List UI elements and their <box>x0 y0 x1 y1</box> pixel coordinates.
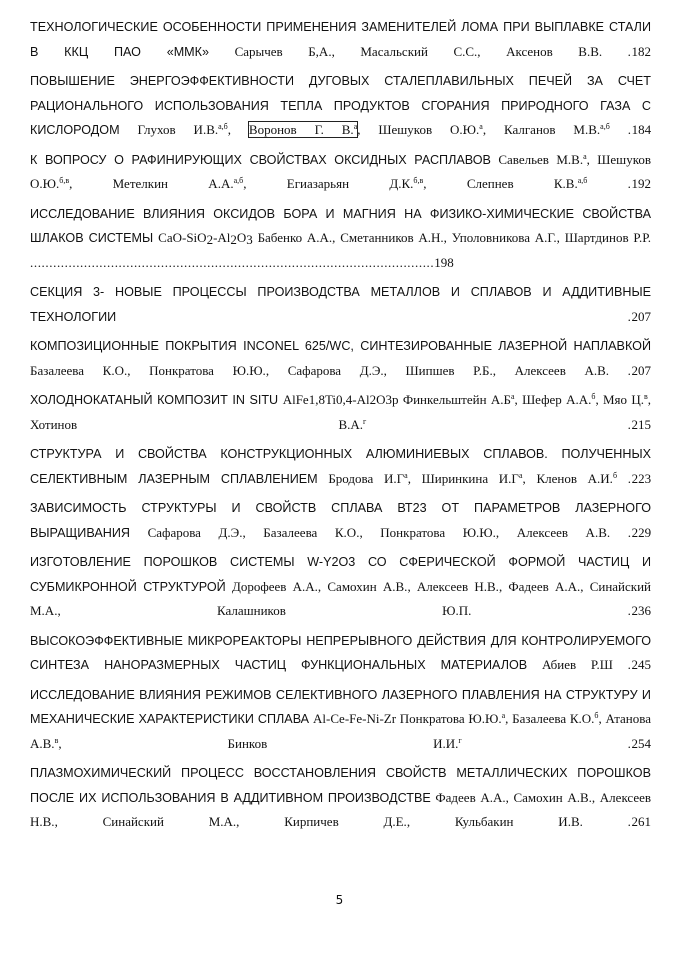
toc-entry: К ВОПРОСУ О РАФИНИРУЮЩИХ СВОЙСТВАХ ОКСИДНЫХ РАСПЛАВОВ Савельев М.В.$^а$, Шешуков О.Ю.$^{б,в}$, Метелкин А.А.$^{а,б}$, Егиазарьян Д.К.$^{б,в}$, Слепнев К.В.$^{а,б}$ .192 <box>30 151 652 191</box>
entry-title: СТРУКТУРА И СВОЙСТВА КОНСТРУКЦИОННЫХ АЛЮМИНИЕВЫХ СПЛАВОВ. ПОЛУЧЕННЫХ СЕЛЕКТИВНЫМ ЛАЗЕРНЫМ СПЛАВЛЕНИЕМ <box>30 447 651 486</box>
author-text: Фадеев А.А. <box>508 578 581 594</box>
entry-tail <box>628 44 651 59</box>
author-affiliation: б,в <box>413 176 424 185</box>
toc-entry: СТРУКТУРА И СВОЙСТВА КОНСТРУКЦИОННЫХ АЛЮМИНИЕВЫХ СПЛАВОВ. ПОЛУЧЕННЫХ СЕЛЕКТИВНЫМ ЛАЗЕРНЫМ СПЛАВЛЕНИЕМ Бродова $И.Г^а$, Ширинкина $И.Г^а$, Кленов А.И.$^б$ .223 <box>30 447 652 486</box>
author-text: Бинков И.И. <box>227 735 459 751</box>
author-name <box>148 525 243 540</box>
author-affiliation: а <box>510 392 515 401</box>
entry-page-number: 254 <box>631 735 651 751</box>
author-name <box>378 122 482 137</box>
author-text: Абиев Р.Ш <box>541 657 613 672</box>
page-number: 5 <box>335 893 344 907</box>
entry-title: К ВОПРОСУ О РАФИНИРУЮЩИХ СВОЙСТВАХ ОКСИДНЫХ РАСПЛАВОВ <box>30 152 491 167</box>
entry-tail <box>628 603 651 618</box>
author-text: Алексеев Н.В. <box>30 789 652 829</box>
author-text: Воронов Г. В. <box>248 122 354 137</box>
author-affiliation: б <box>591 392 596 401</box>
entry-tail <box>628 122 651 137</box>
author-text: Егиазарьян Д.К. <box>286 176 414 191</box>
title-subscript: 2 <box>206 232 214 247</box>
author-affiliation: а,б <box>218 122 228 131</box>
entry-page-number: 245 <box>631 657 651 672</box>
dot-leader: . <box>627 43 632 59</box>
author-name <box>138 122 228 137</box>
author-name <box>380 525 496 540</box>
entry-tail <box>628 736 651 751</box>
author-text: Фадеев А.А. <box>435 789 506 805</box>
author-name <box>603 392 648 407</box>
author-name <box>103 814 237 829</box>
author-name <box>504 122 610 137</box>
author-name <box>508 579 580 594</box>
author-name <box>506 44 602 59</box>
entry-title: -Al <box>213 230 231 245</box>
title-subscript: 2 <box>230 232 237 247</box>
author-text: Глухов И.В. <box>137 122 219 137</box>
author-name <box>515 363 609 378</box>
dot-leader: . <box>627 176 632 191</box>
toc-entry: ХОЛОДНОКАТАНЫЙ КОМПОЗИТ IN SITU AlFe1,8Ti0,4-Al2O3p Финкельштейн $А.Б^а$, Шефер А.А.$^б$, Мяо Ц.$^в$, Хотинов В.А.$^г$ .215 <box>30 392 652 432</box>
dot-leader: . <box>627 524 632 540</box>
author-name <box>327 579 407 594</box>
author-affiliation: в <box>54 735 59 745</box>
dot-leader: . <box>627 122 632 137</box>
entry-title: ПЛАЗМОХИМИЧЕСКИЙ ПРОЦЕСС ВОССТАНОВЛЕНИЯ СВОЙСТВ МЕТАЛЛИЧЕСКИХ ПОРОШКОВ ПОСЛЕ ИХ ИСПОЛЬЗОВАНИЯ В АДДИТИВНОМ ПРОИЗВОДСТВЕ <box>30 766 651 805</box>
entry-title: ХОЛОДНОКАТАНЫЙ КОМПОЗИТ IN SITU <box>30 393 283 407</box>
dot-leader: . <box>627 416 632 432</box>
entry-tail <box>628 176 651 191</box>
author-text: Дорофеев А.А. <box>231 578 318 594</box>
author-affiliation: б <box>594 711 599 720</box>
dot-leader: . <box>627 470 632 486</box>
author-affiliation: а,б <box>233 176 244 185</box>
entry-page-number: 236 <box>631 603 652 618</box>
author-affiliation: а <box>479 122 483 131</box>
toc-entry: ИССЛЕДОВАНИЕ ВЛИЯНИЯ РЕЖИМОВ СЕЛЕКТИВНОГО ЛАЗЕРНОГО ПЛАВЛЕНИЯ НА СТРУКТУРУ И МЕХАНИЧЕСКИЕ ХАРАКТЕРИСТИКИ СПЛАВА Al-Ce-Fe-Ni-Zr Понкратова Ю.Ю.$^а$, Базалеева К.О.$^б$, Атанова А.В.$^в$, Бинков И.И.$^г$ .254 <box>30 687 651 751</box>
entry-page-number: 261 <box>631 814 652 829</box>
author-name <box>232 579 318 594</box>
entry-tail <box>628 363 651 378</box>
author-text: Понкратова Ю.Ю. <box>399 711 502 726</box>
entry-tail <box>628 417 651 432</box>
author-text: Сафарова Д.Э. <box>287 362 384 378</box>
author-name <box>287 176 423 191</box>
author-text: Сарычев Б,А. <box>234 43 332 59</box>
author-text: Базалеева К.О. <box>263 524 360 540</box>
author-text: Калганов М.В. <box>503 122 601 137</box>
author-text: Сафарова Д.Э. <box>147 524 243 540</box>
author-name <box>512 711 598 726</box>
author-name <box>217 603 471 618</box>
author-text: Алексеев А.В. <box>514 362 610 378</box>
author-text: Метелкин А.А. <box>112 176 234 191</box>
author-text: Хотинов В.А. <box>30 416 364 432</box>
author-affiliation: а <box>583 151 587 161</box>
toc-entry <box>30 629 651 678</box>
author-affiliation: г <box>363 416 367 426</box>
author-text: Ширинкина И.Г <box>421 470 519 486</box>
entry-page-number: 198 <box>434 254 454 270</box>
author-name <box>235 44 332 59</box>
author-text: Кирпичев Д.Е. <box>284 814 407 829</box>
author-text: Шефер А.А. <box>522 392 592 407</box>
entry-tail <box>628 814 651 829</box>
author-name <box>30 363 127 378</box>
author-name <box>258 230 333 245</box>
author-name <box>435 790 505 805</box>
author-name <box>467 176 588 191</box>
entry-title: СЕКЦИЯ 3- НОВЫЕ ПРОЦЕССЫ ПРОИЗВОДСТВА МЕТАЛЛОВ И СПЛАВОВ И АДДИТИВНЫЕ ТЕХНОЛОГИИ <box>30 285 651 324</box>
author-text: Бродова И.Г <box>328 470 405 486</box>
entry-page-number: 215 <box>631 416 651 432</box>
author-text: Сметанников А.Н. <box>340 230 444 245</box>
author-name <box>417 579 499 594</box>
author-name <box>406 363 493 378</box>
author-text: Алексеев Н.В. <box>416 578 499 594</box>
author-name <box>498 152 586 167</box>
author-affiliation: а <box>353 122 358 131</box>
entry-page-number: 207 <box>631 362 652 378</box>
author-affiliation: б <box>612 470 618 480</box>
author-name <box>403 392 515 407</box>
author-text: Калашников Ю.П. <box>216 603 472 618</box>
author-text: Алексеев А.В. <box>516 524 611 540</box>
entry-tail <box>628 657 651 672</box>
toc-entry: ТЕХНОЛОГИЧЕСКИЕ ОСОБЕННОСТИ ПРИМЕНЕНИЯ ЗАМЕНИТЕЛЕЙ ЛОМА ПРИ ВЫПЛАВКЕ СТАЛИ В ККЦ ПАО «ММК» Сарычев Б,А., Масальский С.С., Аксенов В.В. .182 <box>30 20 652 59</box>
author-name <box>513 790 591 805</box>
author-text: Бабенко А.А. <box>257 230 333 245</box>
author-text: Шипшев Р.Б. <box>405 362 493 378</box>
entry-title: AlFe1,8Ti0,4-Al2O3p <box>282 392 399 407</box>
entry-tail <box>628 471 651 486</box>
author-name <box>542 657 613 672</box>
author-text: Финкельштейн А.Б <box>402 392 511 407</box>
entry-page-number: 207 <box>631 308 651 324</box>
entry-title: КОМПОЗИЦИОННЫЕ ПОКРЫТИЯ INCONEL 625/WC, СИНТЕЗИРОВАННЫЕ ЛАЗЕРНОЙ НАПЛАВКОЙ <box>30 339 651 353</box>
entry-title: ЗАВИСИМОСТЬ СТРУКТУРЫ И СВОЙСТВ СПЛАВА ВТ23 ОТ ПАРАМЕТРОВ ЛАЗЕРНОГО ВЫРАЩИВАНИЯ <box>30 501 651 540</box>
author-name <box>263 525 359 540</box>
author-text: Самохин А.В. <box>327 578 408 594</box>
author-text: Кульбакин И.В. <box>454 814 583 829</box>
title-subscript: 3 <box>246 232 253 247</box>
author-affiliation: а <box>518 470 523 480</box>
toc-entry: ИССЛЕДОВАНИЕ ВЛИЯНИЯ ОКСИДОВ БОРА И МАГНИЯ НА ФИЗИКО-ХИМИЧЕСКИЕ СВОЙСТВА ШЛАКОВ СИСТЕМЫ CaO-$SiO_2-Al_2O_3$ Бабенко А.А., Сметанников А.Н., Уполовникова А.Г., Шартдинов Р.Р. .........................................................................................................198 <box>30 206 652 270</box>
toc-entry: ИЗГОТОВЛЕНИЕ ПОРОШКОВ СИСТЕМЫ W-Y2O3 СО СФЕРИЧЕСКОЙ ФОРМОЙ ЧАСТИЦ И СУБМИКРОННОЙ СТРУКТУРОЙ Дорофеев А.А., Самохин А.В., Алексеев Н.В., Фадеев А.А., Синайский М.А., Калашников Ю.П. .236 <box>30 555 652 618</box>
author-text: Масальский С.С. <box>360 43 478 59</box>
author-name <box>522 392 595 407</box>
author-text: Мяо Ц. <box>603 392 644 407</box>
toc-entry: ЗАВИСИМОСТЬ СТРУКТУРЫ И СВОЙСТВ СПЛАВА ВТ23 ОТ ПАРАМЕТРОВ ЛАЗЕРНОГО ВЫРАЩИВАНИЯ Сафарова Д.Э., Базалеева К.О., Понкратова Ю.Ю., Алексеев А.В. .229 <box>30 501 652 540</box>
author-name <box>360 44 477 59</box>
dot-leader: . <box>627 735 632 751</box>
author-text: Аксенов В.В. <box>506 43 603 59</box>
dot-leader: . <box>627 308 632 324</box>
author-text: Кленов А.И. <box>536 470 613 486</box>
toc-entry: КОМПОЗИЦИОННЫЕ ПОКРЫТИЯ INCONEL 625/WC, СИНТЕЗИРОВАННЫЕ ЛАЗЕРНОЙ НАПЛАВКОЙ Базалеева К.О., Понкратова Ю.Ю., Сафарова Д.Э., Шипшев Р.Б., Алексеев А.В. .207 <box>30 339 652 378</box>
author-text: Понкратова Ю.Ю. <box>380 524 496 540</box>
author-text: Самохин А.В. <box>513 789 592 805</box>
author-name <box>113 176 244 191</box>
author-name <box>400 711 505 726</box>
author-affiliation: а,б <box>577 176 588 185</box>
entry-title: ИССЛЕДОВАНИЕ ВЛИЯНИЯ РЕЖИМОВ СЕЛЕКТИВНОГО ЛАЗЕРНОГО ПЛАВЛЕНИЯ НА СТРУКТУРУ И МЕХАНИЧЕСКИЕ ХАРАКТЕРИСТИКИ СПЛАВА <box>30 687 651 726</box>
author-text: Шешуков О.Ю. <box>378 122 480 137</box>
author-name <box>284 814 407 829</box>
author-name <box>517 525 610 540</box>
entry-page-number: 229 <box>631 524 652 540</box>
author-name <box>328 471 407 486</box>
entry-page-number: 182 <box>631 43 652 59</box>
toc-entry: ПЛАЗМОХИМИЧЕСКИЙ ПРОЦЕСС ВОССТАНОВЛЕНИЯ СВОЙСТВ МЕТАЛЛИЧЕСКИХ ПОРОШКОВ ПОСЛЕ ИХ ИСПОЛЬЗОВАНИЯ В АДДИТИВНОМ ПРОИЗВОДСТВЕ Фадеев А.А., Самохин А.В., Алексеев Н.В., Синайский М.А., Кирпичев Д.Е., Кульбакин И.В. .261 <box>30 766 652 829</box>
entry-tail <box>628 525 651 540</box>
author-name <box>455 814 583 829</box>
author-text: Базалеева К.О. <box>30 362 128 378</box>
entry-title: Al-Ce-Fe-Ni-Zr <box>313 711 397 726</box>
author-text: Шешуков О.Ю. <box>30 151 651 191</box>
author-name <box>30 417 366 432</box>
entry-title: ВЫСОКОЭФФЕКТИВНЫЕ МИКРОРЕАКТОРЫ НЕПРЕРЫВНОГО ДЕЙСТВИЯ ДЛЯ КОНТРОЛИРУЕМОГО СИНТЕЗА НАНОРАЗМЕРНЫХ ЧАСТИЦ ФУНКЦИОНАЛЬНЫХ МАТЕРИАЛОВ <box>30 633 651 672</box>
author-text: Синайский М.А. <box>102 814 237 829</box>
entry-tail <box>30 255 454 270</box>
author-affiliation: б,в <box>59 176 70 185</box>
author-affiliation: в <box>643 392 648 401</box>
dot-leader: . <box>627 362 632 378</box>
entry-title: ТЕХНОЛОГИЧЕСКИЕ ОСОБЕННОСТИ ПРИМЕНЕНИЯ ЗАМЕНИТЕЛЕЙ ЛОМА ПРИ ВЫПЛАВКЕ СТАЛИ В ККЦ ПАО «ММК» <box>30 20 651 59</box>
entry-title: ИССЛЕДОВАНИЕ ВЛИЯНИЯ ОКСИДОВ БОРА И МАГНИЯ НА ФИЗИКО-ХИМИЧЕСКИЕ СВОЙСТВА ШЛАКОВ СИСТЕМЫ <box>30 206 651 245</box>
author-name <box>422 471 523 486</box>
author-name <box>288 363 384 378</box>
author-text: Уполовникова А.Г. <box>451 230 557 245</box>
author-text: Слепнев К.В. <box>466 176 578 191</box>
highlighted-author <box>249 122 357 137</box>
author-affiliation: а,б <box>600 122 610 131</box>
dot-leader: . <box>627 603 632 618</box>
author-text: Синайский М.А. <box>30 578 652 618</box>
entry-tail <box>628 309 651 324</box>
dot-leader: . <box>627 657 632 672</box>
author-affiliation: г <box>458 735 462 745</box>
entry-page-number: 184 <box>631 122 652 137</box>
entry-title: O <box>236 230 247 245</box>
entry-title: ИЗГОТОВЛЕНИЕ ПОРОШКОВ СИСТЕМЫ W-Y2O3 СО СФЕРИЧЕСКОЙ ФОРМОЙ ЧАСТИЦ И СУБМИКРОННОЙ СТРУКТУРОЙ <box>30 555 651 594</box>
entry-title: CaO-SiO <box>158 230 207 245</box>
dot-leader: . <box>627 814 632 829</box>
entry-page-number: 192 <box>631 176 652 191</box>
author-name <box>536 471 617 486</box>
author-affiliation: а <box>404 470 408 480</box>
toc-entry <box>30 280 651 329</box>
author-name <box>452 230 557 245</box>
author-text: Савельев М.В. <box>498 151 584 167</box>
author-affiliation: а <box>501 711 506 720</box>
entry-title: ПОВЫШЕНИЕ ЭНЕРГОЭФФЕКТИВНОСТИ ДУГОВЫХ СТАЛЕПЛАВИЛЬНЫХ ПЕЧЕЙ ЗА СЧЕТ РАЦИОНАЛЬНОГО ИСПОЛЬЗОВАНИЯ ТЕПЛА ПРОДУКТОВ СГОРАНИЯ ПРИРОДНОГО ГАЗА С КИСЛОРОДОМ <box>30 74 651 137</box>
toc-entry: ПОВЫШЕНИЕ ЭНЕРГОЭФФЕКТИВНОСТИ ДУГОВЫХ СТАЛЕПЛАВИЛЬНЫХ ПЕЧЕЙ ЗА СЧЕТ РАЦИОНАЛЬНОГО ИСПОЛЬЗОВАНИЯ ТЕПЛА ПРОДУКТОВ СГОРАНИЯ ПРИРОДНОГО ГАЗА С КИСЛОРОДОМ Глухов И.В.$^{а,б}$, Воронов Г. В.$^а$, Шешуков О.Ю.$^а$, Калганов М.В.$^{а,б}$ .184 <box>30 74 652 137</box>
author-text: Понкратова Ю.Ю. <box>149 362 266 378</box>
author-text: Шартдинов Р.Р. <box>564 230 652 245</box>
author-name <box>565 230 651 245</box>
dot-leader: ......................................................................................................... <box>30 254 435 270</box>
author-text: Атанова А.В. <box>30 711 651 751</box>
author-text: Базалеева К.О. <box>512 711 595 726</box>
entry-page-number: 223 <box>631 470 652 486</box>
author-name <box>228 736 462 751</box>
author-name <box>149 363 266 378</box>
author-name <box>340 230 443 245</box>
